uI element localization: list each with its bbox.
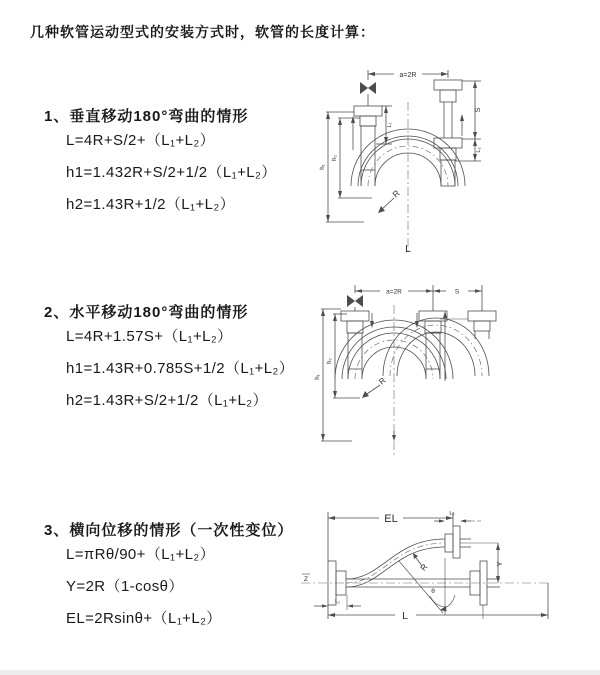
dim-y xyxy=(495,543,504,583)
radius-callout xyxy=(378,188,402,213)
formula-el: EL=2Rsinθ+（L₁+L₂） xyxy=(66,610,222,627)
formula-h2: h2=1.43R+1/2（L₁+L₂） xyxy=(66,196,236,213)
dim-label-l1: L₁ xyxy=(387,122,393,128)
dim-s xyxy=(455,81,482,161)
bottom-tick xyxy=(392,431,396,441)
dim-h1 xyxy=(320,112,364,222)
dim-label-r: R xyxy=(390,187,402,200)
dim-label-h2: h₂ xyxy=(327,358,333,364)
radius-callout xyxy=(413,553,430,572)
formula-h1: h1=1.43R+0.785S+1/2（L₁+L₂） xyxy=(66,360,295,377)
dim-label-s: S xyxy=(475,107,482,113)
dim-label-l-bottom: L xyxy=(402,610,408,622)
dim-l xyxy=(328,583,548,622)
dim-label-a2r: a=2R xyxy=(399,72,417,79)
right-flange xyxy=(434,80,462,186)
radius-callout xyxy=(362,376,388,398)
dim-l2 xyxy=(434,511,483,523)
diagram-lateral-displacement xyxy=(295,503,595,658)
section-1-heading: 1、垂直移动180°弯曲的情形 xyxy=(44,108,249,125)
dim-label-h2: h₂ xyxy=(332,155,338,161)
displaced-flange xyxy=(445,526,498,558)
hose-s-curve xyxy=(346,539,445,587)
dim-label-s: S xyxy=(454,288,460,296)
dim-h2 xyxy=(332,118,372,198)
formula-y: Y=2R（1-cosθ） xyxy=(66,578,184,595)
formula-l: L=4R+S/2+（L₁+L₂） xyxy=(66,132,216,149)
movement-arrow-icon xyxy=(370,311,468,381)
right-flange xyxy=(470,561,500,619)
dim-a-2r xyxy=(355,285,482,311)
formula-h1: h1=1.432R+S/2+1/2（L₁+L₂） xyxy=(66,164,277,181)
diagram-vertical-180-bend xyxy=(302,66,587,258)
dim-label-l1: L₁ xyxy=(335,599,340,605)
dim-label-a2r: a=2R xyxy=(386,288,402,296)
dim-label-h1: h₁ xyxy=(315,374,321,380)
section-3-heading: 3、横向位移的情形（一次性变位） xyxy=(44,522,294,539)
dim-h2 xyxy=(327,314,360,398)
page-title: 几种软管运动型式的安装方式时，软管的长度计算： xyxy=(30,24,375,40)
axis-mark-label: Z xyxy=(304,576,308,583)
section-3 xyxy=(44,520,293,643)
diagram-horizontal-180-bend xyxy=(300,281,590,461)
dim-l1 xyxy=(314,595,361,610)
dim-label-r: R xyxy=(418,562,430,573)
dim-label-y: Y xyxy=(495,561,504,567)
dim-el xyxy=(328,512,453,561)
dim-label-r: R xyxy=(377,375,388,387)
section-2-heading: 2、水平移动180°弯曲的情形 xyxy=(44,304,249,321)
dim-label-theta: θ xyxy=(431,588,435,595)
scan-edge xyxy=(0,670,600,675)
dim-label-l2: L₂ xyxy=(476,147,482,153)
right-flange xyxy=(468,311,496,339)
dim-label-l2: L₂ xyxy=(449,511,455,517)
dim-label-el: EL xyxy=(384,513,398,525)
section-2 xyxy=(44,302,294,425)
dim-h1 xyxy=(315,309,352,441)
valve-icon xyxy=(360,82,376,106)
section-1 xyxy=(44,106,277,229)
dim-label-h1: h₁ xyxy=(320,164,326,170)
dim-label-l-bottom: L xyxy=(405,243,411,255)
dim-l1 xyxy=(376,106,393,144)
valve-icon xyxy=(347,295,363,311)
dim-a-2r xyxy=(368,70,448,80)
formula-l: L=4R+1.57S+（L₁+L₂） xyxy=(66,328,233,345)
formula-h2: h2=1.43R+S/2+1/2（L₁+L₂） xyxy=(66,392,268,409)
axis-mark xyxy=(302,574,310,583)
formula-l: L=πRθ/90+（L₁+L₂） xyxy=(66,546,215,563)
dim-s xyxy=(433,289,482,296)
